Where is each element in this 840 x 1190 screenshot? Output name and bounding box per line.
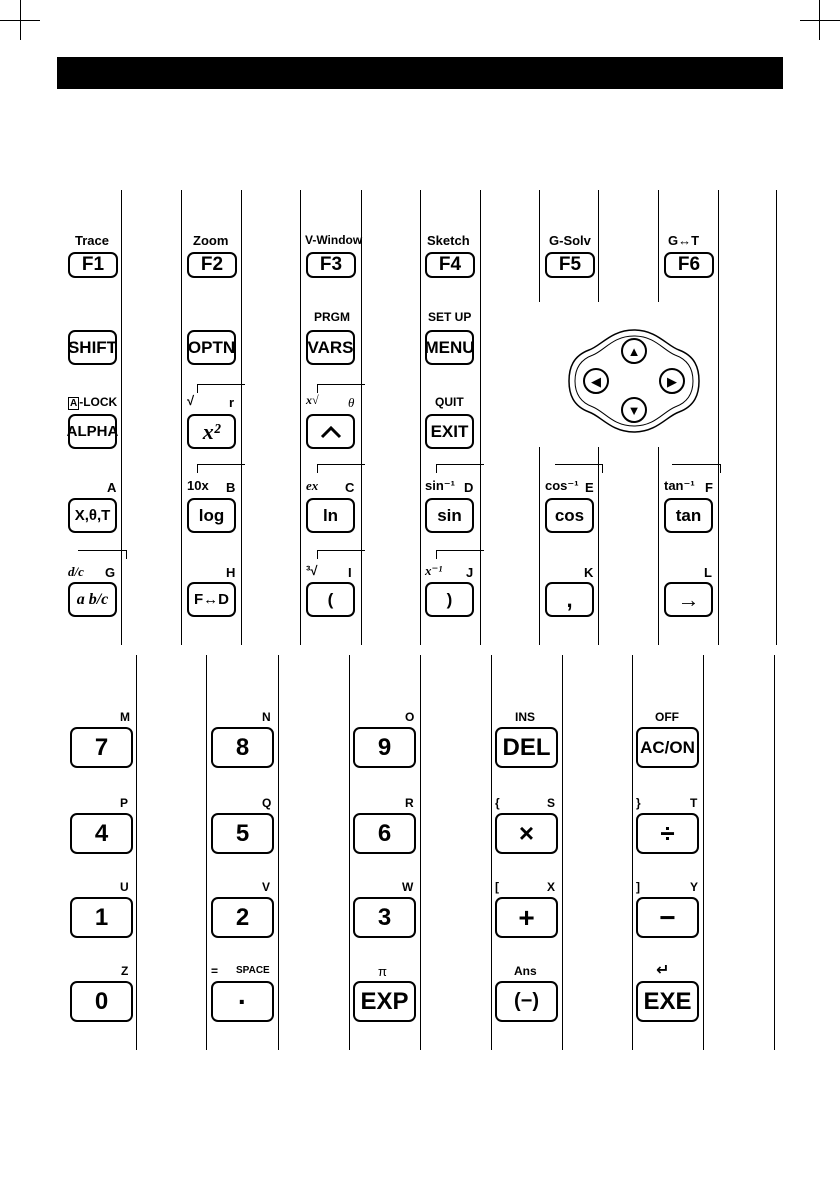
r-alpha-label: r [229, 395, 235, 410]
arccos-shift-label: cos⁻¹ [545, 478, 579, 493]
ans-shift-label: Ans [514, 964, 537, 978]
minus-key[interactable]: − [636, 897, 699, 938]
cuberoot-bracket [317, 550, 365, 559]
divider [121, 190, 122, 645]
f-alpha-label: F [705, 480, 713, 495]
divider [658, 447, 659, 645]
xroot-bracket [317, 384, 365, 393]
f3-shift-label: V-Window [305, 233, 363, 247]
x-squared-key[interactable] [187, 414, 236, 449]
caret-icon [319, 424, 343, 440]
cursor-down-button[interactable] [622, 398, 646, 422]
menu-key[interactable]: MENU [425, 330, 474, 365]
left-arrow-icon: ◀ [591, 374, 601, 389]
tan-key[interactable]: tan [664, 498, 713, 533]
reciprocal-bracket [436, 550, 484, 559]
quit-shift-label: QUIT [435, 395, 464, 409]
alpha-key[interactable]: ALPHA [68, 414, 117, 449]
divider [632, 655, 633, 1050]
eight-key[interactable]: 8 [211, 727, 274, 768]
shift-key[interactable]: SHIFT [68, 330, 117, 365]
tan-bracket [672, 464, 721, 473]
f-to-d-key[interactable]: F↔D [187, 582, 236, 617]
right-arrow-icon: ▶ [667, 374, 677, 389]
ten-power-shift-label: 10x [187, 478, 209, 493]
d-alpha-label: D [464, 480, 474, 495]
z-alpha-label: Z [121, 964, 129, 978]
q-alpha-label: Q [262, 796, 272, 810]
crop-mark-top-right-v [819, 0, 820, 40]
cursor-pad[interactable] [567, 328, 701, 434]
f2-shift-label: Zoom [193, 233, 229, 248]
sqrt-shift-label: √ [187, 393, 195, 408]
f4-key[interactable]: F4 [425, 252, 475, 278]
divider [703, 655, 704, 1050]
reciprocal-shift-label: x⁻¹ [425, 563, 443, 578]
cursor-up-button[interactable] [622, 339, 646, 363]
vars-key[interactable]: VARS [306, 330, 355, 365]
sin-key[interactable]: sin [425, 498, 474, 533]
exit-key[interactable]: EXIT [425, 414, 474, 449]
ins-shift-label: INS [515, 710, 536, 724]
a-alpha-label: A [107, 480, 117, 495]
divider [774, 655, 775, 1050]
section-header-bar [57, 57, 783, 89]
log-bracket [197, 464, 245, 473]
three-key[interactable]: 3 [353, 897, 416, 938]
exe-key[interactable]: EXE [636, 981, 699, 1022]
four-key[interactable]: 4 [70, 813, 133, 854]
ac-on-key[interactable] [636, 727, 699, 768]
crop-mark-top-right-h [800, 20, 840, 21]
divider [776, 190, 777, 645]
divider [420, 190, 421, 645]
divider [206, 655, 207, 1050]
divider [300, 190, 301, 645]
vars-shift-label: PRGM [314, 310, 350, 324]
divider [480, 190, 481, 645]
d-over-c-shift-label: d/c [68, 564, 84, 579]
close-paren-key[interactable]: ) [425, 582, 474, 617]
log-key[interactable]: log [187, 498, 236, 533]
f2-key[interactable]: F2 [187, 252, 237, 278]
ln-key[interactable]: ln [306, 498, 355, 533]
g-alpha-label: G [105, 565, 116, 580]
divider [349, 655, 350, 1050]
open-paren-key[interactable]: ( [306, 582, 355, 617]
f1-key[interactable]: F1 [68, 252, 118, 278]
sqrt-bracket [197, 384, 245, 393]
j-alpha-label: J [466, 565, 474, 580]
e-alpha-label: E [585, 480, 594, 495]
arcsin-shift-label: sin⁻¹ [425, 478, 455, 493]
crop-mark-top-left-v [20, 0, 21, 40]
h-alpha-label: H [226, 565, 236, 580]
f6-key[interactable]: F6 [664, 252, 714, 278]
divider [598, 190, 599, 302]
cos-bracket [555, 464, 603, 473]
down-arrow-icon: ▼ [627, 403, 641, 418]
ln-bracket [317, 464, 365, 473]
divider [181, 190, 182, 645]
divider [241, 190, 242, 645]
e-power-shift-label: ex [306, 478, 319, 493]
divider [718, 190, 719, 645]
s-alpha-label: S [547, 796, 556, 810]
n-alpha-label: N [262, 710, 271, 724]
optn-key[interactable]: OPTN [187, 330, 236, 365]
m-alpha-label: M [120, 710, 130, 724]
divider [420, 655, 421, 1050]
f5-key[interactable]: F5 [545, 252, 595, 278]
cos-key[interactable]: cos [545, 498, 594, 533]
y-alpha-label: Y [690, 880, 699, 894]
fraction-key[interactable] [68, 582, 117, 617]
sin-bracket [436, 464, 484, 473]
f1-shift-label: Trace [75, 233, 109, 248]
f4-shift-label: Sketch [427, 233, 470, 248]
divider [658, 190, 659, 302]
divider [562, 655, 563, 1050]
x-alpha-label: X [547, 880, 556, 894]
divider [361, 190, 362, 645]
f6-shift-label: G↔T [668, 233, 700, 248]
off-shift-label: OFF [655, 710, 679, 724]
o-alpha-label: O [405, 710, 415, 724]
close-bracket-shift-label: ] [636, 880, 640, 894]
fraction-bracket [78, 550, 127, 559]
menu-shift-label: SET UP [428, 310, 472, 324]
divider [136, 655, 137, 1050]
f5-shift-label: G-Solv [549, 233, 591, 248]
u-alpha-label: U [120, 880, 129, 894]
six-key[interactable]: 6 [353, 813, 416, 854]
five-key[interactable]: 5 [211, 813, 274, 854]
cursor-right-button[interactable] [660, 369, 684, 393]
multiply-key[interactable]: × [495, 813, 558, 854]
alpha-lock-label: A -LOCK [70, 395, 118, 409]
fraction-key-label: a b/c [76, 590, 109, 608]
close-brace-shift-label: } [636, 796, 641, 810]
arctan-shift-label: tan⁻¹ [664, 478, 695, 493]
i-alpha-label: I [348, 565, 352, 580]
x-squared-key-label: x² [202, 418, 221, 444]
alpha-lock-box-icon: A [70, 398, 78, 409]
zero-key[interactable]: 0 [70, 981, 133, 1022]
divider [539, 190, 540, 302]
c-alpha-label: C [345, 480, 355, 495]
theta-alpha-label: θ [348, 395, 355, 410]
store-arrow-key[interactable]: → [664, 582, 713, 617]
negative-key[interactable]: (−) [495, 981, 558, 1022]
v-alpha-label: V [262, 880, 271, 894]
xroot-shift-label: x√ [306, 393, 319, 407]
power-key[interactable] [306, 414, 355, 449]
open-brace-shift-label: { [495, 796, 500, 810]
del-key[interactable]: DEL [495, 727, 558, 768]
ac-on-key-label: AC/ON [640, 737, 695, 757]
open-bracket-shift-label: [ [495, 880, 499, 894]
r-alpha-label-2: R [405, 796, 414, 810]
x-theta-t-key[interactable]: X,θ,T [68, 498, 117, 533]
seven-key[interactable]: 7 [70, 727, 133, 768]
cursor-left-button[interactable] [584, 369, 608, 393]
nine-key[interactable]: 9 [353, 727, 416, 768]
comma-key[interactable]: , [545, 582, 594, 617]
pi-shift-label: π [378, 964, 387, 979]
cuberoot-shift-label: ³√ [306, 563, 318, 578]
two-key[interactable]: 2 [211, 897, 274, 938]
equals-shift-label: = [211, 964, 219, 978]
plus-key[interactable]: + [495, 897, 558, 938]
f3-key[interactable]: F3 [306, 252, 356, 278]
divide-key[interactable]: ÷ [636, 813, 699, 854]
up-arrow-icon: ▲ [627, 344, 641, 359]
b-alpha-label: B [226, 480, 236, 495]
p-alpha-label: P [120, 796, 129, 810]
decimal-point-key[interactable]: · [211, 981, 274, 1022]
space-alpha-label: SPACE [236, 965, 270, 976]
newline-icon: ↵ [656, 962, 670, 979]
divider [278, 655, 279, 1050]
l-alpha-label: L [704, 565, 712, 580]
k-alpha-label: K [584, 565, 594, 580]
one-key[interactable]: 1 [70, 897, 133, 938]
exp-key[interactable]: EXP [353, 981, 416, 1022]
divider [598, 447, 599, 645]
t-alpha-label: T [690, 796, 698, 810]
divider [491, 655, 492, 1050]
w-alpha-label: W [402, 880, 414, 894]
divider [539, 447, 540, 645]
